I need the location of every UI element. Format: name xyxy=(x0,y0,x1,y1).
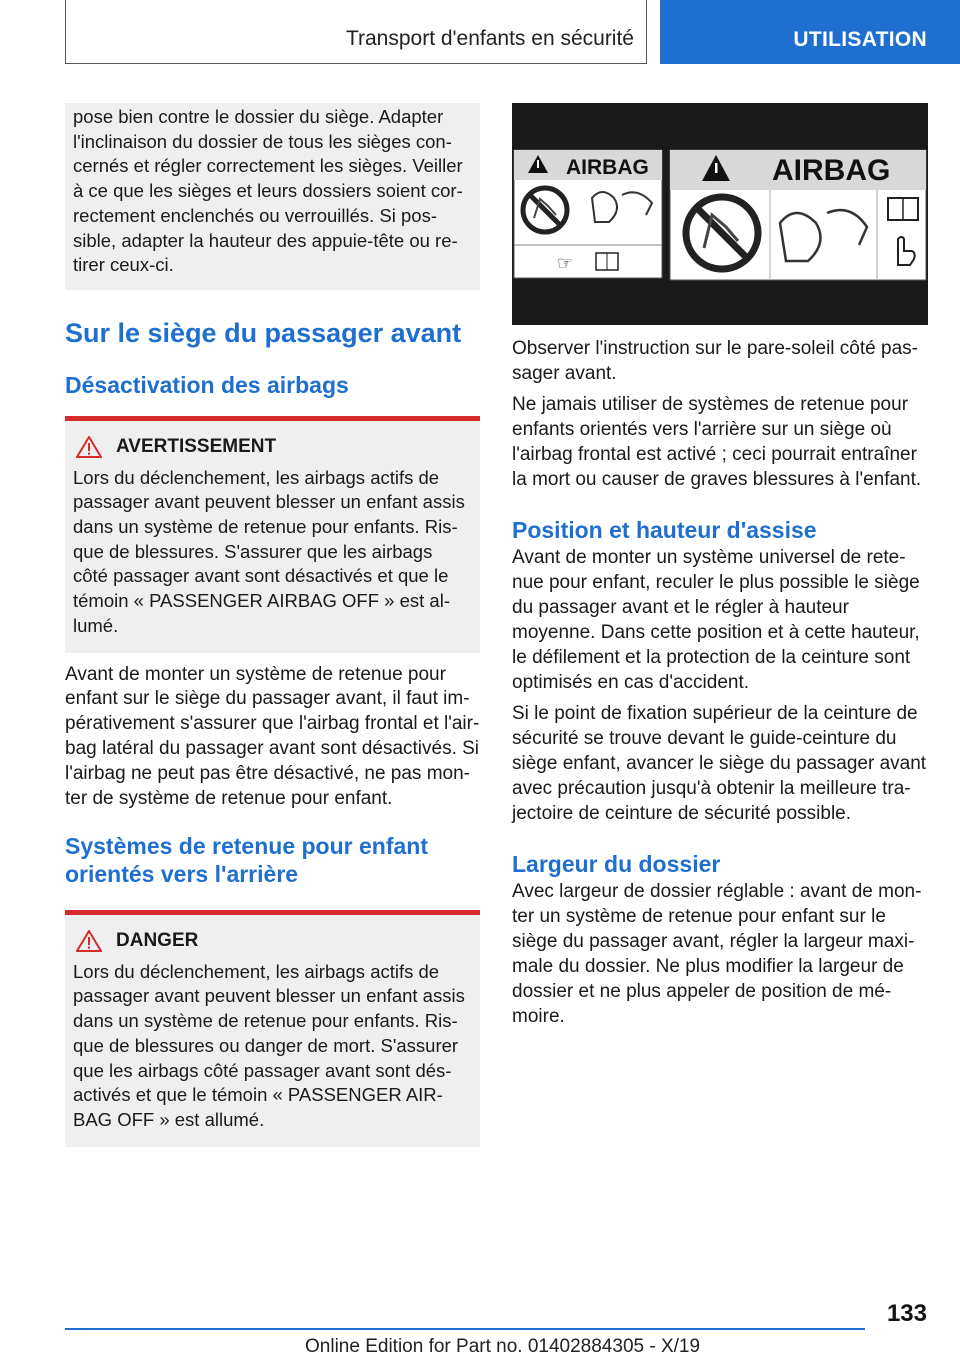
header-section-title-box xyxy=(65,0,647,64)
section-title: Transport d'enfants en sécurité xyxy=(345,27,634,50)
chapter-tab[interactable] xyxy=(660,0,960,64)
chapter-title: UTILISATION xyxy=(793,28,927,51)
paragraph-before-mounting: Avant de monter un système de retenue pour enfant sur le siège du passager avant, il faut impérativement s'assurer que l'airbag frontal et l'airbag latéral du passager avant sont désactivés. Si l'airbag ne peut pas être désactivé, ne pas monter de système de retenue pour enfant. xyxy=(65,663,480,810)
footer-edition: Online Edition for Part no. 01402884305 - X/19 xyxy=(305,1336,701,1357)
footer-divider xyxy=(65,1328,865,1330)
danger-title: DANGER xyxy=(116,929,199,951)
airbag-label-large xyxy=(670,150,926,280)
danger-text: Lors du déclenchement, les airbags actifs de passager avant peuvent blesser un enfant assis dans un système de retenue pour enfants. Risque de blessures ou danger de mort. S'assurer que les airbags côté passager avant sont désactivés et que le témoin « PASSENGER AIRBAG OFF » est allumé. xyxy=(73,960,465,1130)
airbag-label-image xyxy=(512,103,928,325)
heading-front-seat: Sur le siège du passager avant xyxy=(65,317,462,348)
intro-text: pose bien contre le dossier du siège. Adapter l'inclinaison du dossier de tous les sièges concernés et régler correctement les sièges. Veiller à ce que les sièges et leurs dossiers soient correctement enclenchés ou verrouillés. Si possible, adapter la hauteur des appuie-tête ou retirer ceux-ci. xyxy=(73,106,463,276)
paragraph-sun-visor: Observer l'instruction sur le pare-soleil côté passager avant. xyxy=(512,338,918,384)
danger-triangle-icon xyxy=(76,930,102,952)
warning-triangle-icon xyxy=(76,436,102,458)
paragraph-belt-anchor: Si le point de fixation supérieur de la ceinture de sécurité se trouve devant le guide-ceinture du siège enfant, avancer le siège du passager avant avec précaution jusqu'à obtenir la meilleure trajectoire de ceinture de sécurité possible. xyxy=(512,702,927,824)
warning-title: AVERTISSEMENT xyxy=(116,435,277,457)
heading-seat-position: Position et hauteur d'assise xyxy=(512,517,817,544)
paragraph-seat-position: Avant de monter un système universel de retenue pour enfant, reculer le plus possible le siège du passager avant et le régler à hauteur moyenne. Dans cette position et à cette hauteur, le défilement et la protection de la ceinture sont optimisés en cas d'accident. xyxy=(512,547,920,693)
heading-rear-facing: Systèmes de retenue pour enfant orientés vers l'arrière xyxy=(65,832,428,887)
airbag-label-small-text: AIRBAG xyxy=(566,156,649,179)
left-column xyxy=(65,103,480,1147)
airbag-label-small xyxy=(514,150,662,278)
danger-box xyxy=(65,910,480,1147)
heading-airbag-deactivation: Désactivation des airbags xyxy=(65,371,349,398)
danger-title-row xyxy=(76,929,472,954)
airbag-labels-illustration xyxy=(512,103,928,325)
paragraph-never-rear-facing: Ne jamais utiliser de systèmes de retenue pour enfants orientés vers l'arrière sur un siège où l'airbag frontal est activé ; ceci pourrait entraîner la mort ou causer de graves blessures à l'enfant. xyxy=(512,393,922,490)
right-column xyxy=(512,103,928,1030)
airbag-label-large-text: AIRBAG xyxy=(772,154,891,187)
heading-backrest-width: Largeur du dossier xyxy=(512,851,721,878)
paragraph-backrest-width: Avec largeur de dossier réglable : avant de monter un système de retenue pour enfant sur le siège du passager avant, régler la largeur maximale du dossier. Ne plus modifier la largeur de dossier et ne plus appeler de position de mémoire. xyxy=(512,881,922,1027)
intro-box xyxy=(65,103,480,290)
warning-text: Lors du déclenchement, les airbags actifs de passager avant peuvent blesser un enfant assis dans un système de retenue pour enfants. Risque de blessures. S'assurer que les airbags côté passager avant sont désactivés et que le témoin « PASSENGER AIRBAG OFF » est allumé. xyxy=(73,466,465,636)
svg-text:☞: ☞ xyxy=(557,253,574,273)
warning-box xyxy=(65,416,480,653)
warning-title-row xyxy=(76,435,472,460)
page-number: 133 xyxy=(886,1300,927,1327)
